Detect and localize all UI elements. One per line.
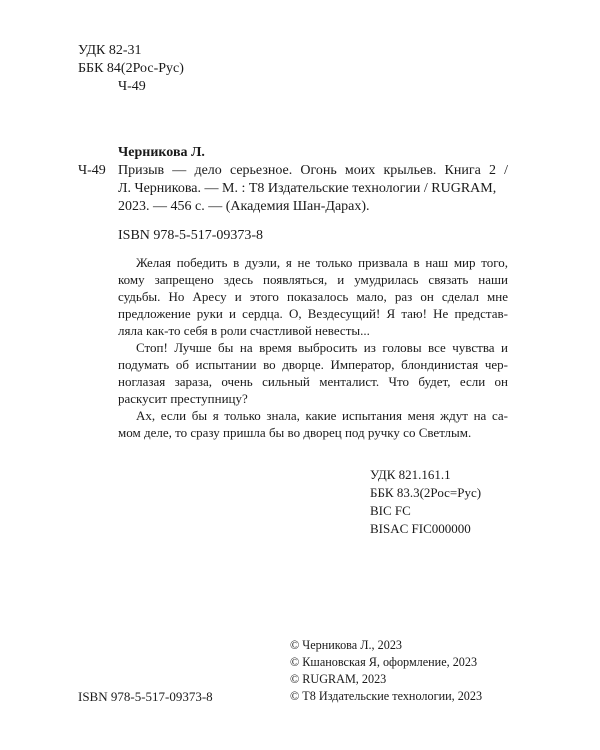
- annotation-line: Ах, если бы я только знала, какие испытания меня ждут на са-: [136, 408, 508, 423]
- annotation-line: Стоп! Лучше бы на время выбросить из головы все чувства и: [136, 340, 508, 355]
- bbk-classification: ББК 83.3(2Рос=Рус): [370, 485, 482, 500]
- copyright-t8: © Т8 Издательские технологии, 2023: [290, 689, 483, 703]
- annotation: [118, 254, 508, 441]
- udk-classification: УДК 821.161.1: [370, 467, 451, 482]
- entry-line: 2023. — 456 с. — (Академия Шан-Дарах).: [118, 199, 370, 214]
- copyright-author: © Черникова Л., 2023: [290, 638, 403, 652]
- copyright-design: © Кшановская Я, оформление, 2023: [290, 655, 478, 669]
- isbn-footer: ISBN 978-5-517-09373-8: [78, 689, 213, 704]
- bbk-top: ББК 84(2Рос-Рус): [78, 61, 184, 76]
- bisac-classification: BISAC FIC000000: [370, 521, 471, 536]
- annotation-line: раскусит преступницу?: [118, 391, 248, 406]
- annotation-line: мом деле, то сразу пришла бы во дворец под ручку со Светлым.: [118, 425, 472, 440]
- annotation-line: ляла как-то себя в роли счастливой невесты...: [118, 323, 370, 338]
- entry-line: Призыв — дело серьезное. Огонь моих крыльев. Книга 2 /: [118, 163, 508, 178]
- annotation-line: ноглазая зараза, очень сильный менталист. Что будет, если он: [118, 374, 508, 389]
- author-mark-top: Ч-49: [118, 79, 146, 94]
- author-heading: Черникова Л.: [118, 145, 205, 160]
- annotation-line: судьбы. Но Аресу и этого показалось мало, раз он сделал мне: [118, 289, 508, 304]
- copyright-rugram: © RUGRAM, 2023: [290, 672, 387, 686]
- bic-classification: BIC FC: [370, 503, 411, 518]
- udk-top: УДК 82-31: [78, 43, 142, 58]
- annotation-line: подумать об испытании во дворце. Император, блондинистая чер-: [118, 357, 508, 372]
- entry-line: Л. Черникова. — М. : Т8 Издательские технологии / RUGRAM,: [118, 181, 497, 196]
- bibliographic-description: [118, 162, 508, 216]
- annotation-line: предложение руки и сердца. О, Вездесущий! Я таю! Не представ-: [118, 306, 508, 321]
- annotation-line: кому запрещено здесь появляться, и умудрилась связать наши: [118, 272, 508, 287]
- isbn-entry: ISBN 978-5-517-09373-8: [118, 228, 264, 243]
- author-mark: Ч-49: [78, 163, 106, 178]
- annotation-line: Желая победить в дуэли, я не только призвала в наш мир того,: [136, 255, 508, 270]
